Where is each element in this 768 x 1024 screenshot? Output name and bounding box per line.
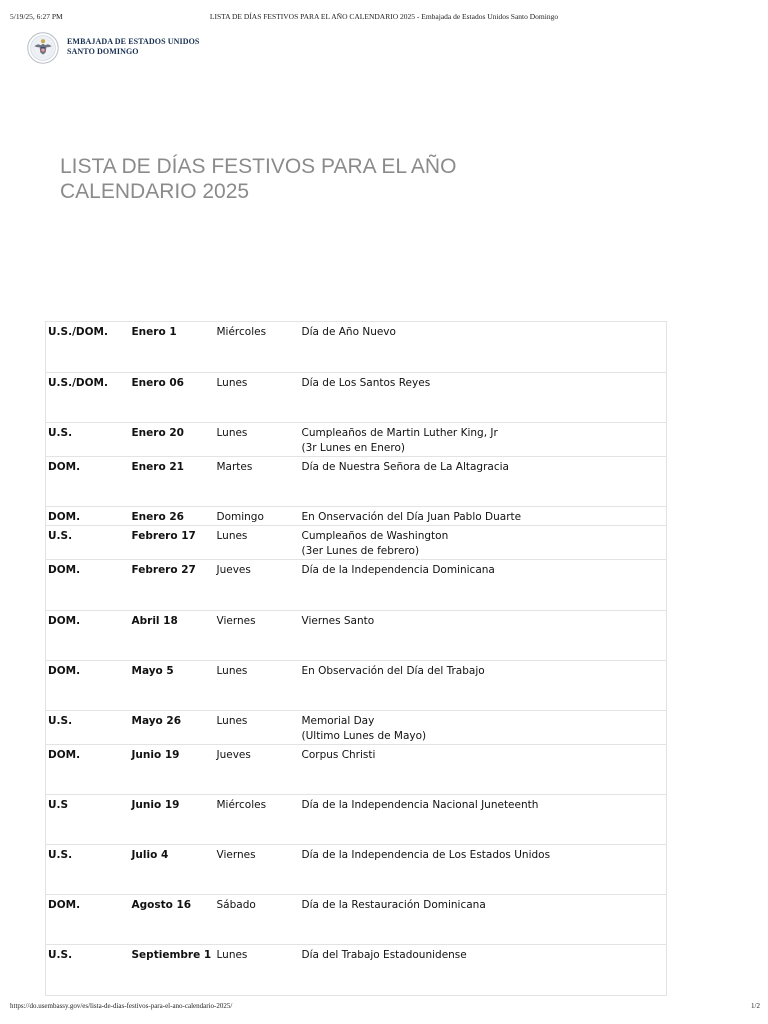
print-header <box>0 12 768 24</box>
holiday-country: DOM. <box>46 560 130 611</box>
holiday-row <box>46 661 667 711</box>
holiday-country: U.S. <box>46 526 130 560</box>
holiday-date: Enero 06 <box>130 373 215 423</box>
page-title-line1: LISTA DE DÍAS FESTIVOS PARA EL AÑO <box>60 155 457 178</box>
holiday-row <box>46 795 667 845</box>
holiday-weekday: Sábado <box>215 895 300 945</box>
holiday-name-cell <box>300 745 667 795</box>
embassy-name-line1: EMBAJADA DE ESTADOS UNIDOS <box>67 37 200 46</box>
holiday-weekday: Domingo <box>215 507 300 526</box>
holiday-name: Cumpleaños de Washington <box>301 530 449 542</box>
holiday-country: DOM. <box>46 507 130 526</box>
print-url: https://do.usembassy.gov/es/lista-de-dias-festivos-para-el-ano-calendario-2025/ <box>10 1002 233 1010</box>
holiday-country: DOM. <box>46 611 130 661</box>
holiday-country: DOM. <box>46 661 130 711</box>
print-footer <box>0 1002 768 1014</box>
holiday-table-body <box>46 322 667 996</box>
holiday-row <box>46 611 667 661</box>
holiday-country: DOM. <box>46 895 130 945</box>
holiday-name-cell <box>300 373 667 423</box>
print-page-title: LISTA DE DÍAS FESTIVOS PARA EL AÑO CALENDARIO 2025 - Embajada de Estados Unidos Santo Domingo <box>209 12 559 21</box>
holiday-row <box>46 560 667 611</box>
holiday-name: Día de Nuestra Señora de La Altagracia <box>301 461 509 473</box>
holiday-weekday: Jueves <box>215 745 300 795</box>
holiday-row <box>46 711 667 745</box>
holiday-weekday: Martes <box>215 457 300 507</box>
holiday-weekday: Lunes <box>215 945 300 996</box>
holiday-note: (3er Lunes de febrero) <box>301 545 420 557</box>
holiday-date: Agosto 16 <box>130 895 215 945</box>
holiday-name-cell <box>300 945 667 996</box>
holiday-date: Enero 26 <box>130 507 215 526</box>
holiday-name-cell <box>300 423 667 457</box>
holiday-name-cell <box>300 661 667 711</box>
holiday-name: Día de Año Nuevo <box>301 326 396 338</box>
embassy-name-line2: SANTO DOMINGO <box>67 47 139 56</box>
holiday-name: Día de la Independencia Nacional Juneteenth <box>301 799 539 811</box>
print-timestamp: 5/19/25, 6:27 PM <box>10 12 63 21</box>
holiday-date: Abril 18 <box>130 611 215 661</box>
holiday-name: Día de Los Santos Reyes <box>301 377 431 389</box>
holiday-date: Enero 20 <box>130 423 215 457</box>
holiday-table <box>45 321 667 996</box>
holiday-weekday: Lunes <box>215 526 300 560</box>
holiday-date: Enero 1 <box>130 322 215 373</box>
holiday-name-cell <box>300 457 667 507</box>
holiday-row <box>46 322 667 373</box>
holiday-name: Día de la Restauración Dominicana <box>301 899 486 911</box>
holiday-country: DOM. <box>46 457 130 507</box>
holiday-country: U.S./DOM. <box>46 373 130 423</box>
holiday-row <box>46 373 667 423</box>
holiday-row <box>46 895 667 945</box>
print-page-number: 1/2 <box>751 1002 760 1010</box>
holiday-name-cell <box>300 895 667 945</box>
holiday-weekday: Lunes <box>215 423 300 457</box>
holiday-row <box>46 945 667 996</box>
holiday-date: Mayo 26 <box>130 711 215 745</box>
holiday-date: Enero 21 <box>130 457 215 507</box>
holiday-name: Viernes Santo <box>301 615 375 627</box>
holiday-row <box>46 423 667 457</box>
holiday-name: En Observación del Día del Trabajo <box>301 665 485 677</box>
holiday-country: U.S./DOM. <box>46 322 130 373</box>
holiday-weekday: Viernes <box>215 611 300 661</box>
holiday-country: U.S. <box>46 711 130 745</box>
holiday-name: En Onservación del Día Juan Pablo Duarte <box>301 511 522 523</box>
holiday-date: Febrero 17 <box>130 526 215 560</box>
holiday-date: Julio 4 <box>130 845 215 895</box>
holiday-name-cell <box>300 526 667 560</box>
holiday-date: Mayo 5 <box>130 661 215 711</box>
holiday-name-cell <box>300 507 667 526</box>
holiday-name-cell <box>300 711 667 745</box>
holiday-weekday: Lunes <box>215 373 300 423</box>
holiday-weekday: Miércoles <box>215 795 300 845</box>
holiday-name-cell <box>300 611 667 661</box>
page-title <box>60 154 580 204</box>
holiday-row <box>46 457 667 507</box>
embassy-name <box>67 37 199 57</box>
holiday-date: Junio 19 <box>130 745 215 795</box>
holiday-weekday: Viernes <box>215 845 300 895</box>
holiday-name: Corpus Christi <box>301 749 376 761</box>
holiday-name-cell <box>300 845 667 895</box>
holiday-weekday: Lunes <box>215 711 300 745</box>
holiday-name: Día del Trabajo Estadounidense <box>301 949 467 961</box>
holiday-name: Día de la Independencia de Los Estados Unidos <box>301 849 551 861</box>
holiday-note: (Ultimo Lunes de Mayo) <box>301 730 427 742</box>
holiday-country: U.S. <box>46 945 130 996</box>
holiday-date: Junio 19 <box>130 795 215 845</box>
holiday-name: Día de la Independencia Dominicana <box>301 564 495 576</box>
holiday-weekday: Jueves <box>215 560 300 611</box>
holiday-weekday: Miércoles <box>215 322 300 373</box>
holiday-name-cell <box>300 560 667 611</box>
holiday-date: Septiembre 1 <box>130 945 215 996</box>
holiday-name-cell <box>300 322 667 373</box>
holiday-row <box>46 745 667 795</box>
page-title-line2: CALENDARIO 2025 <box>60 180 250 203</box>
holiday-row <box>46 526 667 560</box>
holiday-note: (3r Lunes en Enero) <box>301 442 405 454</box>
holiday-weekday: Lunes <box>215 661 300 711</box>
holiday-date: Febrero 27 <box>130 560 215 611</box>
holiday-row <box>46 845 667 895</box>
holiday-name: Cumpleaños de Martin Luther King, Jr <box>301 427 498 439</box>
holiday-country: DOM. <box>46 745 130 795</box>
holiday-country: U.S. <box>46 845 130 895</box>
holiday-row <box>46 507 667 526</box>
great-seal-icon <box>27 32 59 64</box>
holiday-country: U.S. <box>46 423 130 457</box>
holiday-country: U.S <box>46 795 130 845</box>
holiday-name-cell <box>300 795 667 845</box>
holiday-name: Memorial Day <box>301 715 375 727</box>
